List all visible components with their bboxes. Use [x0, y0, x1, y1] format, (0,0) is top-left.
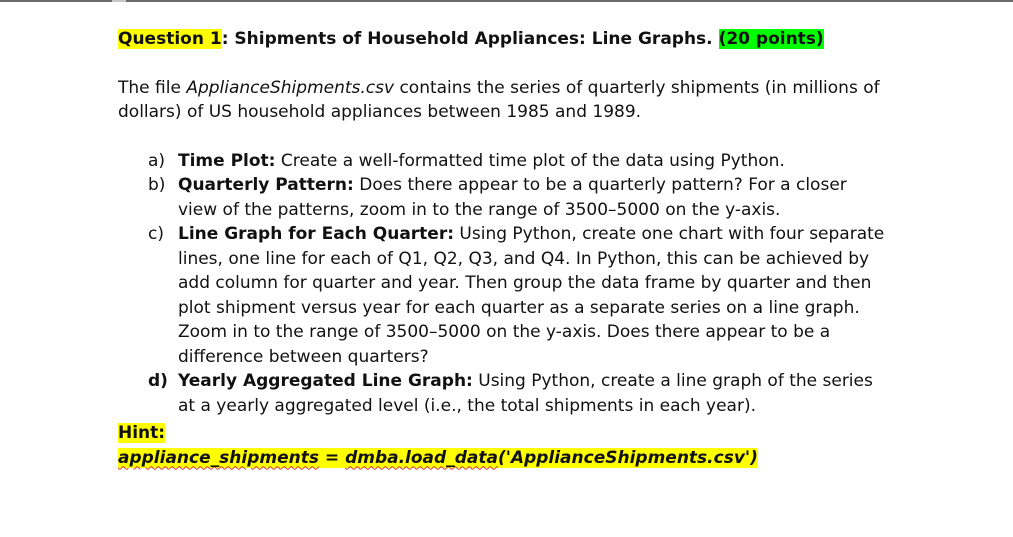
part-b [118, 173, 888, 222]
question-title [118, 27, 898, 52]
hint-variable: appliance_shipments [118, 447, 319, 468]
part-heading: Quarterly Pattern: [178, 175, 354, 195]
part-heading: Time Plot: [178, 150, 276, 171]
part-text: Using Python, create one chart with four separate lines, one line for each of Q1, Q2, Q3, and Q4. In Python, this can be achieved by add column for quarter and year. Then group the data frame by quarter and then plot shipment versus year for each quarter as a separate series on a line graph. Zoom in to the range of 3500–5000 on the y-axis. Does there appear to be a difference between quarters? [178, 224, 885, 367]
part-letter: d) [148, 371, 168, 391]
hint-function: dmba.load_data [345, 447, 498, 468]
part-d [118, 369, 888, 418]
part-a [118, 149, 888, 174]
document-body [118, 27, 898, 470]
part-text: Does there appear to be a quarterly pattern? For a closer view of the patterns, zoom in to the range of 3500–5000 on the y-axis. [178, 175, 847, 220]
hint-args: ('ApplianceShipments.csv') [497, 447, 758, 468]
intro-filename: ApplianceShipments.csv [186, 77, 395, 98]
part-letter: c) [148, 224, 164, 244]
question-parts-list [118, 149, 898, 419]
page-top-border [0, 0, 1013, 2]
page-top-border-mark [112, 0, 126, 2]
hint-code-line [118, 446, 898, 471]
part-text: Using Python, create a line graph of the series at a yearly aggregated level (i.e., the total shipments in each year). [178, 371, 873, 416]
hint-code [118, 448, 758, 468]
intro-text-before: The file [118, 77, 187, 98]
hint-label: Hint: [118, 423, 166, 443]
part-letter: b) [148, 175, 166, 195]
part-text: Create a well-formatted time plot of the data using Python. [275, 150, 785, 171]
intro-paragraph [118, 76, 888, 125]
question-points: (20 points) [718, 29, 824, 49]
part-letter: a) [148, 150, 166, 171]
question-number: Question 1 [118, 29, 222, 49]
part-c [118, 222, 888, 369]
hint-assign: = [318, 447, 346, 468]
hint-label-line [118, 421, 898, 446]
intro-text-after: contains the series of quarterly shipments (in millions of dollars) of US household appliances between 1985 and 1989. [118, 77, 880, 122]
part-heading: Line Graph for Each Quarter: [178, 224, 455, 244]
hint-block [118, 421, 898, 470]
part-heading: Yearly Aggregated Line Graph: [178, 371, 473, 391]
question-title-text: : Shipments of Household Appliances: Line Graphs. [221, 29, 719, 49]
